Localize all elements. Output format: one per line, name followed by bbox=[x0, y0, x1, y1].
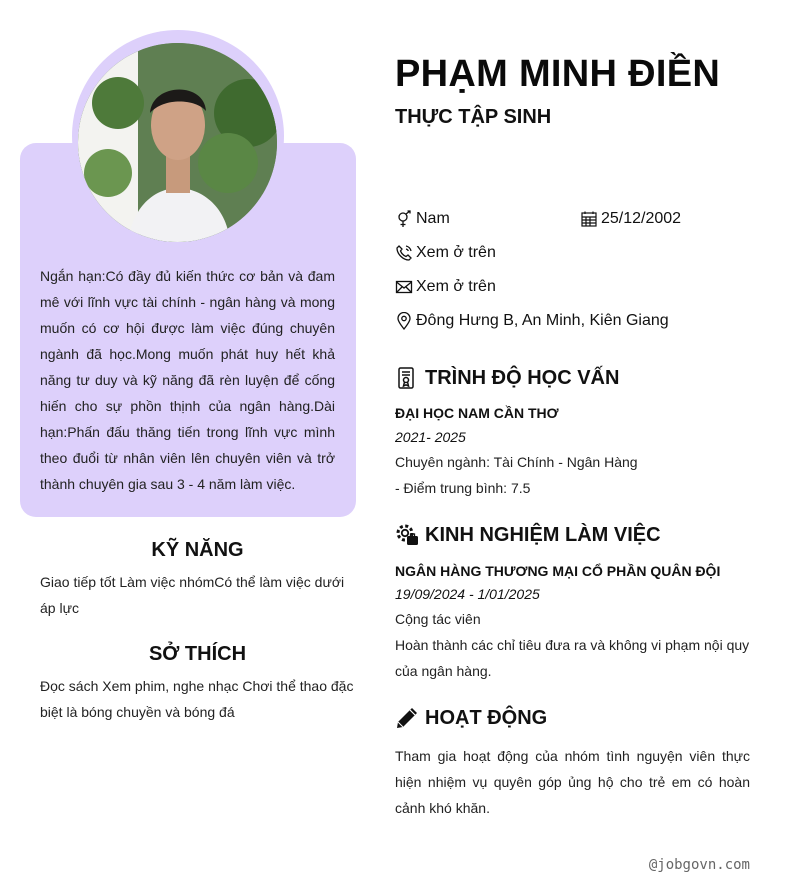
education-heading bbox=[395, 366, 619, 390]
experience-heading-text: KINH NGHIỆM LÀM VIỆC bbox=[425, 523, 661, 546]
phone-value: Xem ở trên bbox=[416, 244, 496, 261]
gender-row bbox=[395, 210, 450, 228]
pencil-icon bbox=[395, 706, 419, 730]
experience-role: Cộng tác viên bbox=[395, 611, 481, 627]
email-value: Xem ở trên bbox=[416, 278, 496, 295]
calendar-icon bbox=[580, 210, 598, 228]
watermark: @jobgovn.com bbox=[648, 857, 750, 873]
phone-row bbox=[395, 244, 496, 262]
education-period: 2021- 2025 bbox=[395, 429, 466, 445]
full-name: PHẠM MINH ĐIỀN bbox=[395, 53, 721, 95]
education-heading-text: TRÌNH ĐỘ HỌC VẤN bbox=[425, 366, 620, 389]
birthday-row bbox=[580, 210, 681, 228]
job-title: THỰC TẬP SINH bbox=[395, 106, 552, 128]
address-value: Đông Hưng B, An Minh, Kiên Giang bbox=[416, 312, 669, 329]
experience-description: Hoàn thành các chỉ tiêu đưa ra và không vi phạm nội quy của ngân hàng. bbox=[395, 637, 750, 679]
phone-icon bbox=[395, 244, 413, 262]
activities-heading-text: HOẠT ĐỘNG bbox=[425, 706, 548, 729]
skills-text: Giao tiếp tốt Làm việc nhómCó thể làm việc dưới áp lực bbox=[40, 574, 345, 616]
gender-value: Nam bbox=[416, 210, 450, 227]
experience-heading bbox=[395, 523, 661, 547]
email-row bbox=[395, 278, 496, 296]
hobbies-heading: SỞ THÍCH bbox=[148, 643, 247, 665]
activities-heading bbox=[395, 706, 547, 730]
envelope-icon bbox=[395, 278, 413, 296]
gender-icon bbox=[395, 210, 413, 228]
location-pin-icon bbox=[395, 312, 413, 330]
address-row bbox=[395, 312, 669, 330]
school-name: ĐẠI HỌC NAM CẦN THƠ bbox=[395, 405, 559, 421]
education-gpa: - Điểm trung bình: 7.5 bbox=[395, 480, 531, 496]
certificate-icon bbox=[395, 366, 419, 390]
activities-description: Tham gia hoạt động của nhóm tình nguyện viên thực hiện nhiệm vụ quyên góp ủng hộ cho trẻ em có hoàn cảnh khó khăn. bbox=[395, 748, 750, 816]
education-major: Chuyên ngành: Tài Chính - Ngân Hàng bbox=[395, 454, 638, 470]
avatar bbox=[78, 43, 277, 242]
hobbies-text: Đọc sách Xem phim, nghe nhạc Chơi thể thao đặc biệt là bóng chuyền và bóng đá bbox=[40, 678, 354, 720]
birthday-value: 25/12/2002 bbox=[601, 210, 682, 227]
career-objective: Ngắn hạn:Có đầy đủ kiến thức cơ bản và đam mê với lĩnh vực tài chính - ngân hàng và mong muốn có cơ hội được làm việc đúng chuyên ngành đã học.Mong muốn phát huy hết khả năng tư duy và kỹ năng đã rèn luyện để cống hiến cho sự phồn thịnh của ngân hàng.Dài hạn:Phấn đấu thăng tiến trong lĩnh vực mình theo đuổi từ nhân viên lên chuyên viên và trở thành chuyên gia sau 3 - 4 năm làm việc. bbox=[40, 268, 335, 492]
company-name: NGÂN HÀNG THƯƠNG MẠI CỔ PHẦN QUÂN ĐỘI bbox=[395, 563, 721, 579]
experience-period: 19/09/2024 - 1/01/2025 bbox=[395, 586, 540, 602]
skills-heading: KỸ NĂNG bbox=[151, 539, 244, 561]
gear-briefcase-icon bbox=[395, 523, 419, 547]
